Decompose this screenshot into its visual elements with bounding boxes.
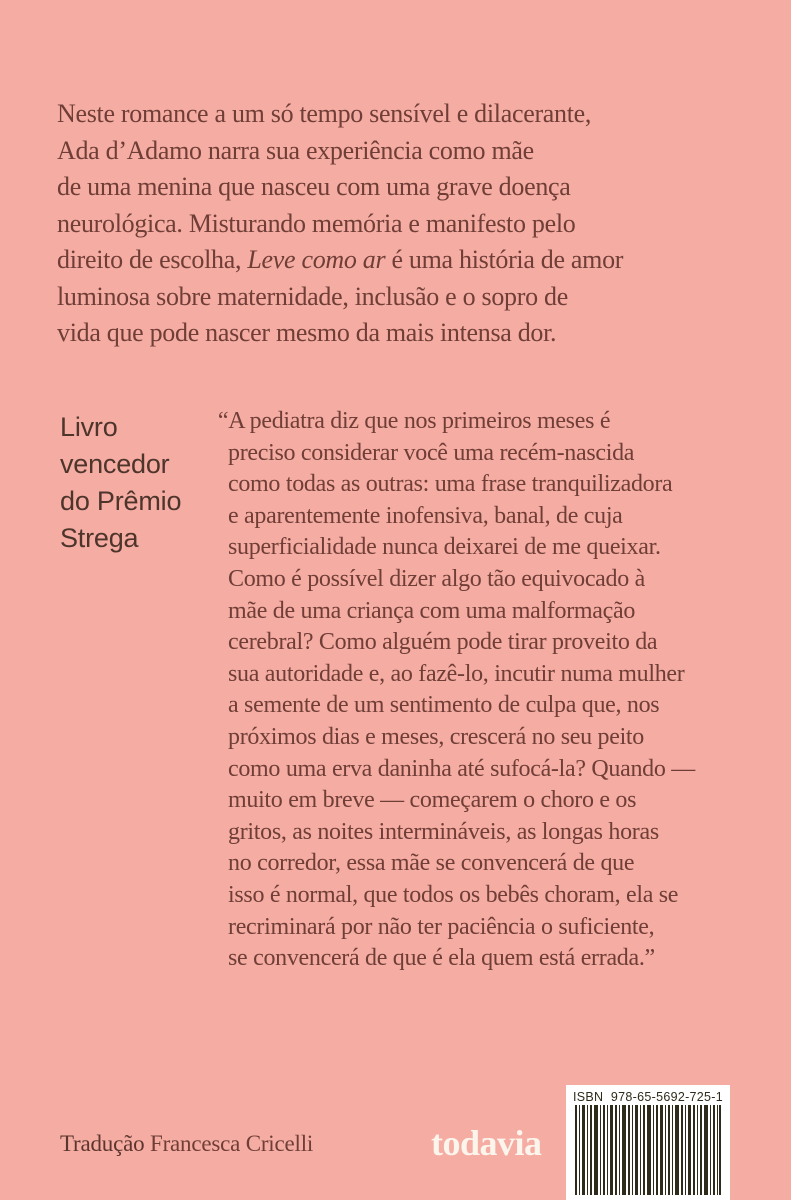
translation-label: Tradução xyxy=(60,1131,145,1156)
publisher-logo: todavia xyxy=(431,1123,542,1163)
quote-line: e aparentemente inofensiva, banal, de cuja xyxy=(228,502,623,529)
quote-line: a semente de um sentimento de culpa que, nos xyxy=(228,692,660,719)
quote-line: próximos dias e meses, crescerá no seu peito xyxy=(228,723,644,750)
excerpt-quote xyxy=(217,406,695,975)
award-line: vencedor xyxy=(60,449,170,479)
quote-line: muito em breve — começarem o choro e os xyxy=(228,787,637,814)
synopsis-line: de uma menina que nasceu com uma grave doença xyxy=(57,172,571,201)
isbn-barcode xyxy=(566,1085,730,1200)
quote-line: como todas as outras: uma frase tranquilizadora xyxy=(228,471,673,498)
isbn-number xyxy=(566,1090,730,1104)
quote-line: preciso considerar você uma recém-nascida xyxy=(228,439,635,466)
synopsis xyxy=(57,96,623,352)
quote-line: no corredor, essa mãe se convencerá de que xyxy=(228,850,635,877)
award-line: Livro xyxy=(60,412,118,442)
award-label xyxy=(60,409,181,557)
quote-line: cerebral? Como alguém pode tirar proveito da xyxy=(228,629,658,656)
synopsis-line xyxy=(57,242,623,279)
quote-line: gritos, as noites intermináveis, as longas horas xyxy=(228,818,659,845)
quote-line: sua autoridade e, ao fazê-lo, incutir numa mulher xyxy=(228,660,685,687)
barcode-bars-graphic xyxy=(573,1105,723,1195)
book-title-italic: Leve como ar xyxy=(247,245,386,274)
synopsis-text: direito de escolha, xyxy=(57,245,248,274)
quote-line: isso é normal, que todos os bebês choram, ela se xyxy=(228,881,679,908)
award-line: Strega xyxy=(60,523,139,553)
translator-name: Francesca Cricelli xyxy=(150,1131,314,1156)
quote-line: superficialidade nunca deixarei de me queixar. xyxy=(228,534,661,561)
quote-line: mãe de uma criança com uma malformação xyxy=(228,597,636,624)
quote-line: se convencerá de que é ela quem está errada.” xyxy=(228,945,655,972)
quote-line: Como é possível dizer algo tão equivocado à xyxy=(228,565,645,592)
synopsis-line: luminosa sobre maternidade, inclusão e o sopro de xyxy=(57,281,568,311)
synopsis-text: é uma história de amor xyxy=(385,245,624,274)
synopsis-line: vida que pode nascer mesmo da mais intensa dor. xyxy=(57,318,557,347)
quote-line: recriminará por não ter paciência o suficiente, xyxy=(228,913,655,940)
translation-credit xyxy=(60,1131,313,1157)
award-line: do Prêmio xyxy=(60,486,182,516)
isbn-label: ISBN xyxy=(572,1090,604,1104)
quote-line: como uma erva daninha até sufocá-la? Quando — xyxy=(228,755,695,782)
synopsis-line: Ada d’Adamo narra sua experiência como mãe xyxy=(57,135,534,165)
synopsis-line: Neste romance a um só tempo sensível e dilacerante, xyxy=(57,99,592,128)
synopsis-line: neurológica. Misturando memória e manifesto pelo xyxy=(57,208,576,238)
isbn-digits: 978-65-5692-725-1 xyxy=(610,1090,724,1104)
quote-line: “A pediatra diz que nos primeiros meses é xyxy=(217,408,611,434)
